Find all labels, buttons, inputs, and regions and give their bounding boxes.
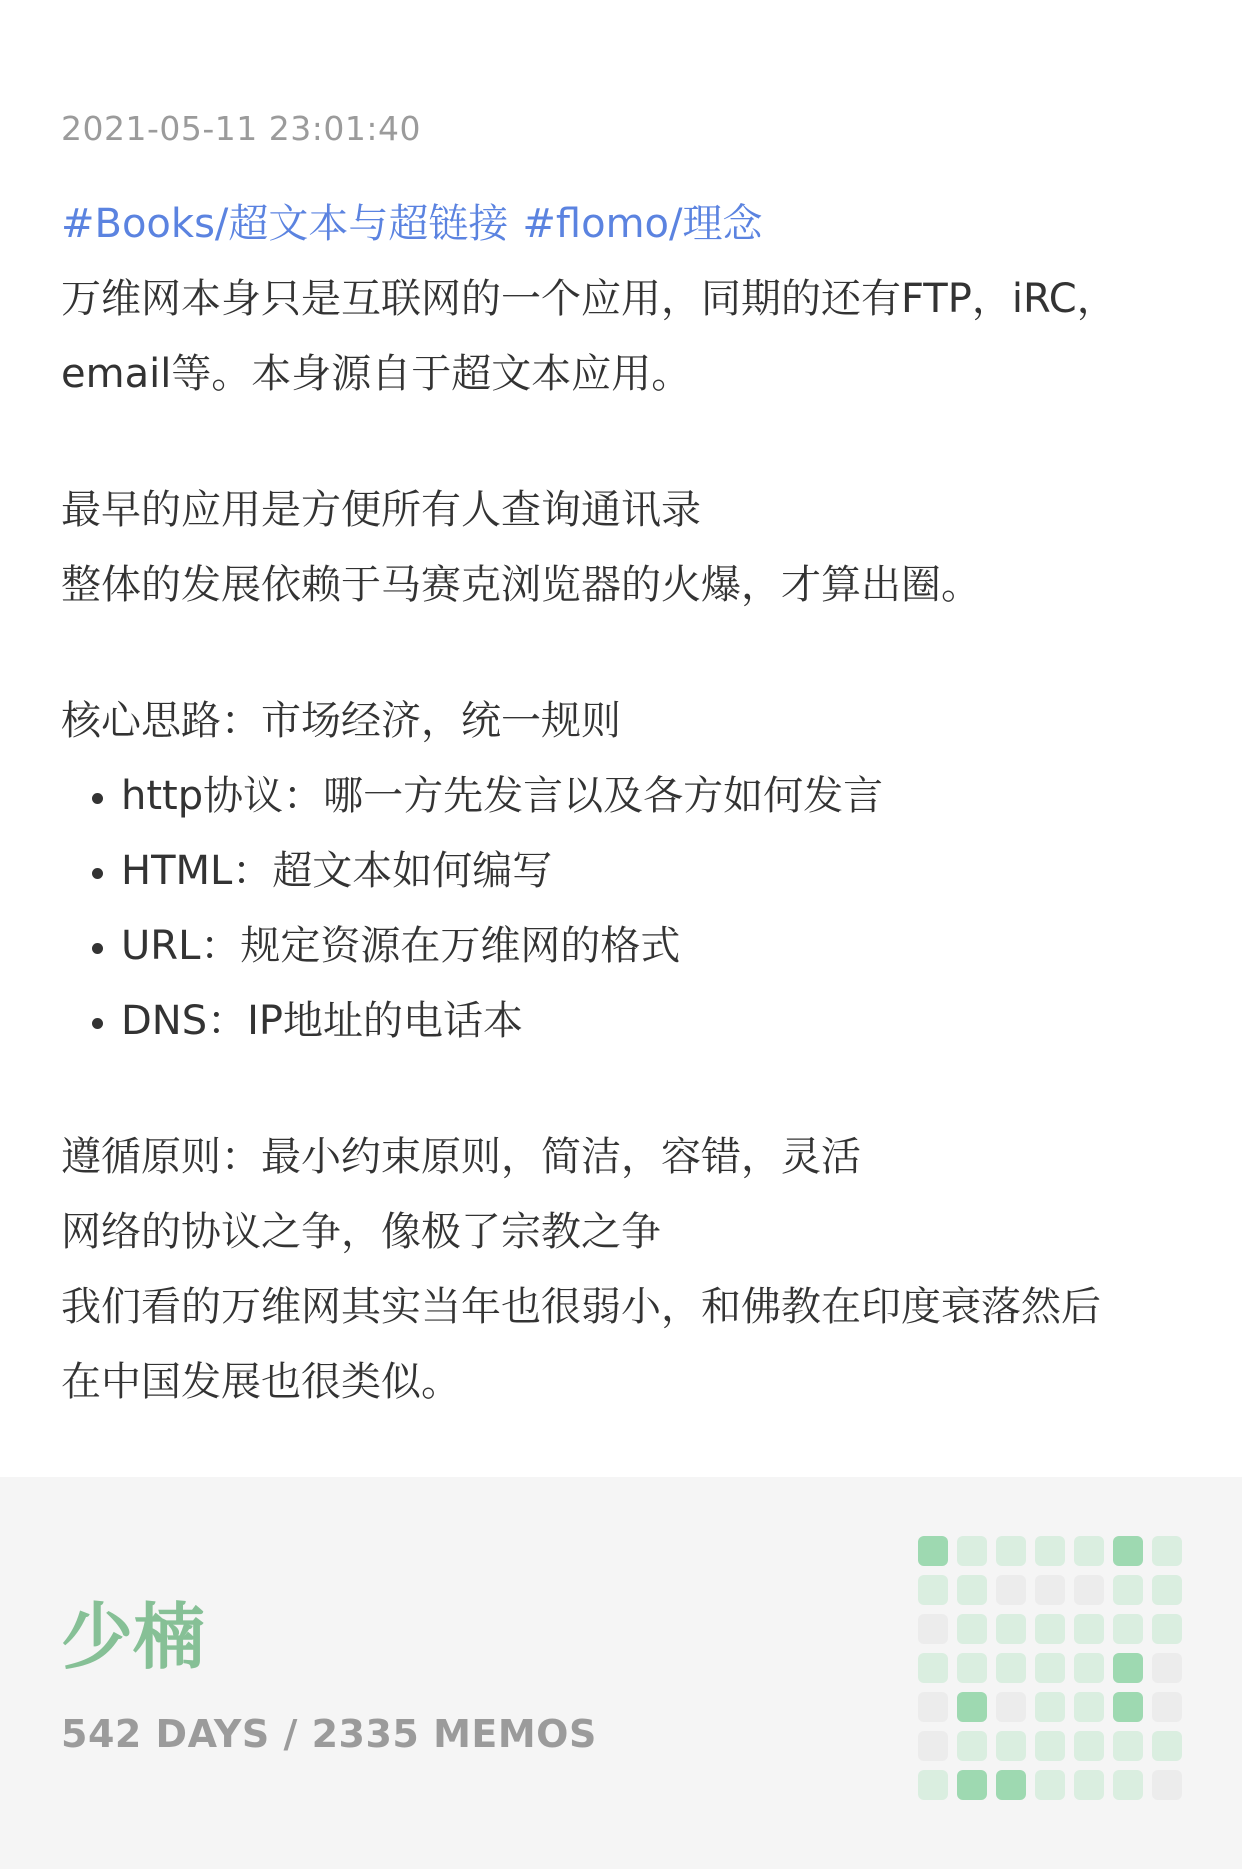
bullet-text: DNS：IP地址的电话本 <box>121 998 524 1044</box>
heatmap-cell <box>918 1653 948 1683</box>
bullet-item <box>61 984 1191 1059</box>
heatmap-cell <box>918 1536 948 1566</box>
heatmap-cell <box>1152 1614 1182 1644</box>
heatmap-cell <box>1113 1575 1143 1605</box>
heatmap-cell <box>1035 1575 1065 1605</box>
bullet-item <box>61 759 1191 834</box>
heatmap-cell <box>996 1770 1026 1800</box>
heatmap-cell <box>957 1536 987 1566</box>
heatmap-cell <box>1074 1731 1104 1761</box>
tag-flomo-philosophy[interactable]: #flomo/理念 <box>522 201 763 247</box>
bullet-text: URL：规定资源在万维网的格式 <box>121 923 681 969</box>
paragraph-line: 网络的协议之争，像极了宗教之争 <box>61 1209 661 1255</box>
paragraph-line: email等。本身源自于超文本应用。 <box>61 351 692 397</box>
paragraph-gap <box>61 1059 1191 1120</box>
heatmap-cell <box>1113 1731 1143 1761</box>
paragraph-gap <box>61 623 1191 684</box>
heatmap-cell <box>1113 1614 1143 1644</box>
heatmap-cell <box>1152 1536 1182 1566</box>
heatmap-cell <box>957 1614 987 1644</box>
bullet-text: HTML：超文本如何编写 <box>121 848 553 894</box>
bullet-dot-icon <box>92 793 103 804</box>
paragraph-line: 在中国发展也很类似。 <box>61 1359 461 1405</box>
heatmap-cell <box>918 1770 948 1800</box>
paragraph-line: 整体的发展依赖于马赛克浏览器的火爆，才算出圈。 <box>61 562 981 608</box>
heatmap-cell <box>1035 1731 1065 1761</box>
heatmap-cell <box>996 1692 1026 1722</box>
heatmap-cell <box>1035 1692 1065 1722</box>
heatmap-cell <box>996 1614 1026 1644</box>
paragraph-line: 最早的应用是方便所有人查询通讯录 <box>61 487 701 533</box>
heatmap-cell <box>957 1575 987 1605</box>
memo-timestamp: 2021-05-11 23:01:40 <box>61 109 421 148</box>
tag-row <box>61 187 1191 262</box>
heatmap-cell <box>1074 1692 1104 1722</box>
bullet-item <box>61 909 1191 984</box>
heatmap-cell <box>1035 1614 1065 1644</box>
heatmap-cell <box>1152 1653 1182 1683</box>
heatmap-cell <box>1113 1536 1143 1566</box>
heatmap-cell <box>1074 1614 1104 1644</box>
heatmap-cell <box>1113 1653 1143 1683</box>
heatmap-cell <box>1074 1770 1104 1800</box>
heatmap-cell <box>918 1731 948 1761</box>
heatmap-cell <box>996 1653 1026 1683</box>
heatmap-cell <box>1113 1692 1143 1722</box>
author-name: 少楠 <box>61 1595 206 1679</box>
bullet-dot-icon <box>92 868 103 879</box>
paragraph-line: 万维网本身只是互联网的一个应用，同期的还有FTP，iRC， <box>61 276 1117 322</box>
heatmap-cell <box>1152 1575 1182 1605</box>
heatmap-cell <box>1035 1536 1065 1566</box>
memo-stats: 542 DAYS / 2335 MEMOS <box>61 1712 597 1756</box>
heatmap-cell <box>1074 1575 1104 1605</box>
heatmap-cell <box>1152 1692 1182 1722</box>
heatmap-cell <box>957 1731 987 1761</box>
heatmap-cell <box>918 1575 948 1605</box>
memo-content <box>61 187 1191 1420</box>
heatmap-cell <box>1152 1770 1182 1800</box>
heatmap-cell <box>996 1536 1026 1566</box>
bullet-dot-icon <box>92 943 103 954</box>
heatmap-cell <box>1035 1770 1065 1800</box>
tag-books-hypertext[interactable]: #Books/超文本与超链接 <box>61 201 509 247</box>
profile-footer <box>0 1477 1242 1869</box>
paragraph-line: 核心思路：市场经济，统一规则 <box>61 698 621 744</box>
heatmap-cell <box>1035 1653 1065 1683</box>
paragraph-line: 我们看的万维网其实当年也很弱小，和佛教在印度衰落然后 <box>61 1284 1101 1330</box>
heatmap-cell <box>957 1692 987 1722</box>
heatmap-cell <box>918 1692 948 1722</box>
heatmap-cell <box>957 1653 987 1683</box>
heatmap-cell <box>918 1614 948 1644</box>
heatmap-cell <box>1074 1653 1104 1683</box>
activity-heatmap <box>918 1536 1181 1799</box>
heatmap-cell <box>996 1575 1026 1605</box>
bullet-dot-icon <box>92 1018 103 1029</box>
heatmap-cell <box>996 1731 1026 1761</box>
heatmap-cell <box>1113 1770 1143 1800</box>
heatmap-cell <box>1074 1536 1104 1566</box>
paragraph-line: 遵循原则：最小约束原则，简洁，容错，灵活 <box>61 1134 861 1180</box>
bullet-item <box>61 834 1191 909</box>
bullet-text: http协议：哪一方先发言以及各方如何发言 <box>121 773 884 819</box>
heatmap-cell <box>957 1770 987 1800</box>
heatmap-cell <box>1152 1731 1182 1761</box>
paragraph-gap <box>61 412 1191 473</box>
